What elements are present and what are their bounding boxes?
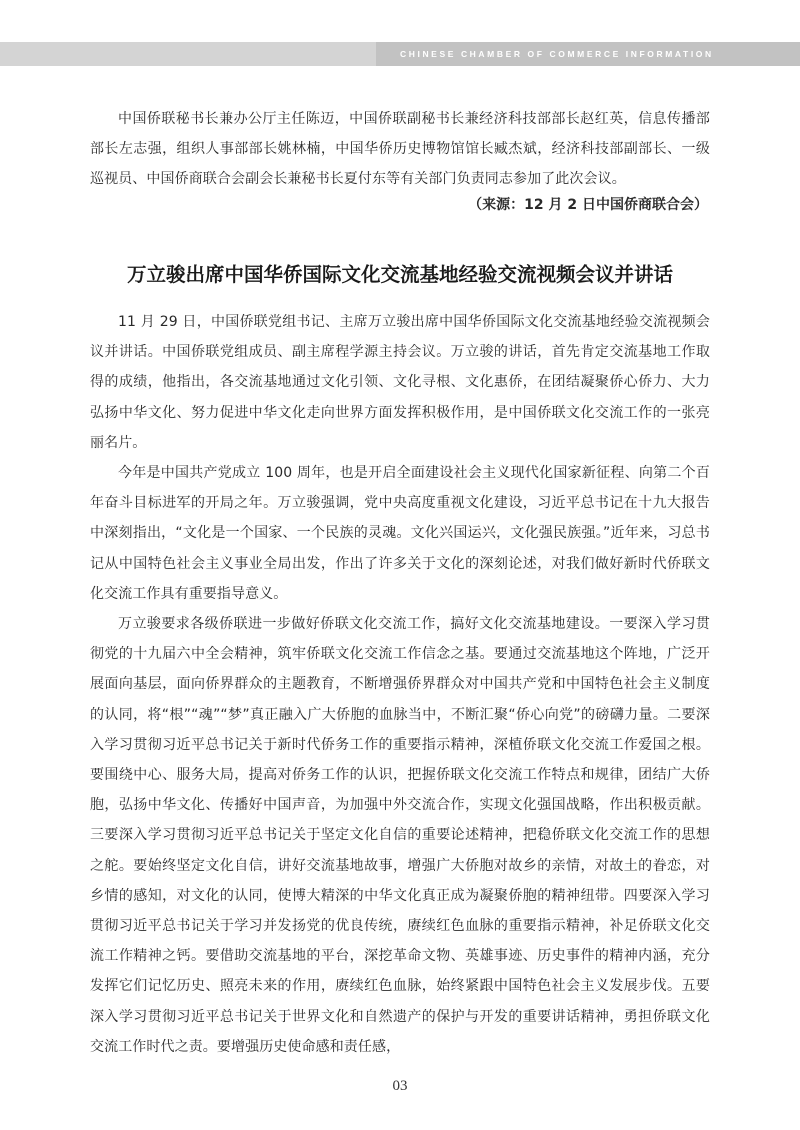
page-number: 03 <box>392 1078 408 1094</box>
header-band <box>0 42 800 66</box>
previous-article-source: （来源：12 月 2 日中国侨商联合会） <box>468 197 708 213</box>
publication-name: CHINESE CHAMBER OF COMMERCE INFORMATION <box>400 49 714 59</box>
article-paragraph: 万立骏要求各级侨联进一步做好侨联文化交流工作，搞好文化交流基地建设。一要深入学习贯彻党的十九届六中全会精神，筑牢侨联文化交流工作信念之基。要通过交流基地这个阵地，广泛开展面向基层，面向侨界群众的主题教育，不断增强侨界群众对中国共产党和中国特色社会主义制度的认同，将“根”“魂”“梦”真正融入广大侨胞的血脉当中，不断汇聚“侨心向党”的磅礴力量。二要深入学习贯彻习近平总书记关于新时代侨务工作的重要指示精神，深植侨联文化交流工作爱国之根。要围绕中心、服务大局，提高对侨务工作的认识，把握侨联文化交流工作特点和规律，团结广大侨胞，弘扬中华文化、传播好中国声音，为加强中外交流合作，实现文化强国战略，作出积极贡献。三要深入学习贯彻习近平总书记关于坚定文化自信的重要论述精神，把稳侨联文化交流工作的思想之舵。要始终坚定文化自信，讲好交流基地故事，增强广大侨胞对故乡的亲情，对故土的眷恋，对乡情的感知，对文化的认同，使博大精深的中华文化真正成为凝聚侨胞的精神纽带。四要深入学习贯彻习近平总书记关于学习并发扬党的优良传统，赓续红色血脉的重要指示精神，补足侨联文化交流工作精神之钙。要借助交流基地的平台，深挖革命文物、英雄事迹、历史事件的精神内涵，充分发挥它们记忆历史、照亮未来的作用，赓续红色血脉，始终紧跟中国特色社会主义发展步伐。五要深入学习贯彻习近平总书记关于世界文化和自然遗产的保护与开发的重要讲话精神，勇担侨联文化交流工作时代之责。要增强历史使命感和责任感， <box>90 616 710 1055</box>
article-title: 万立骏出席中国华侨国际文化交流基地经验交流视频会议并讲话 <box>126 263 673 286</box>
header-label-box <box>376 42 800 66</box>
article-paragraph: 今年是中国共产党成立 100 周年，也是开启全面建设社会主义现代化国家新征程、向第二个百年奋斗目标进军的开局之年。万立骏强调，党中央高度重视文化建设，习近平总书记在十九大报告中深刻指出，“文化是一个国家、一个民族的灵魂。文化兴国运兴，文化强民族强。”近年来，习总书记从中国特色社会主义事业全局出发，作出了许多关于文化的深刻论述，对我们做好新时代侨联文化交流工作具有重要指导意义。 <box>90 465 710 602</box>
previous-article-closing-paragraph: 中国侨联秘书长兼办公厅主任陈迈，中国侨联副秘书长兼经济科技部部长赵红英，信息传播部部长左志强，组织人事部部长姚林楠，中国华侨历史博物馆馆长臧杰斌，经济科技部副部长、一级巡视员、中国侨商联合会副会长兼秘书长夏付东等有关部门负责同志参加了此次会议。 <box>90 111 710 188</box>
article-paragraph: 11 月 29 日，中国侨联党组书记、主席万立骏出席中国华侨国际文化交流基地经验交流视频会议并讲话。中国侨联党组成员、副主席程学源主持会议。万立骏的讲话，首先肯定交流基地工作取得的成绩，他指出，各交流基地通过文化引领、文化寻根、文化惠侨，在团结凝聚侨心侨力、大力弘扬中华文化、努力促进中华文化走向世界方面发挥积极作用，是中国侨联文化交流工作的一张亮丽名片。 <box>90 314 710 451</box>
article-body <box>90 307 710 1062</box>
